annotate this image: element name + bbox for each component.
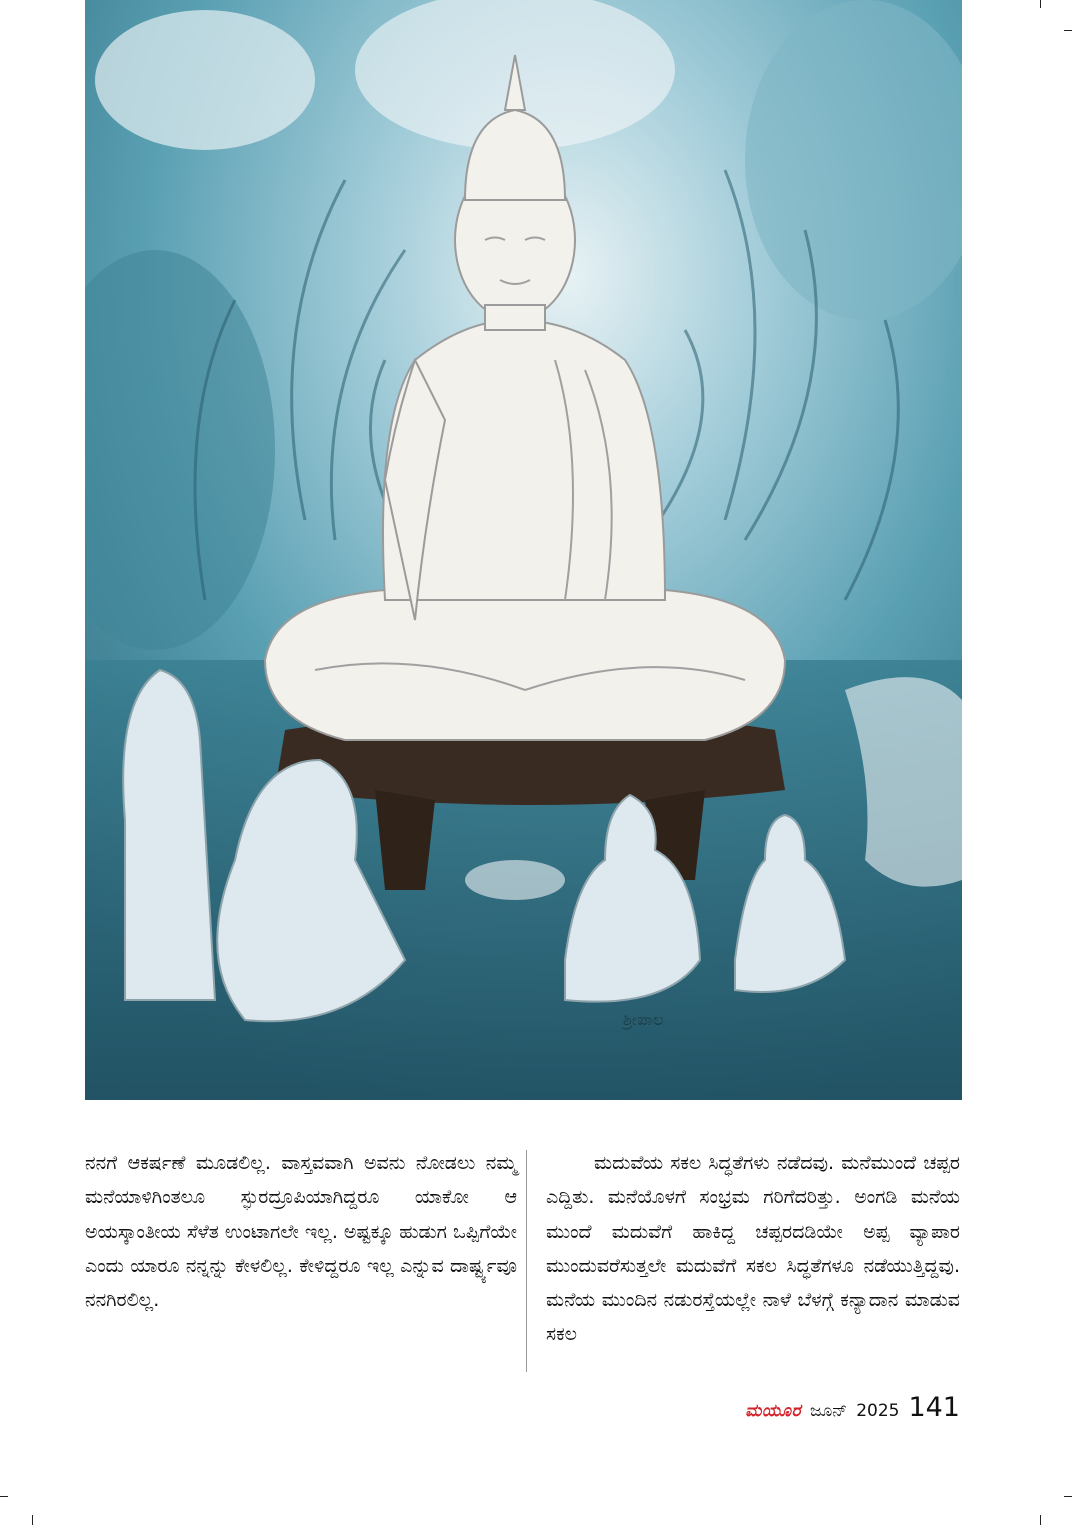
artist-signature: ಶ್ರೀಪಾಲ bbox=[623, 1010, 664, 1029]
article-paragraph: ನನಗೆ ಆಕರ್ಷಣೆ ಮೂಡಲಿಲ್ಲ. ವಾಸ್ತವವಾಗಿ ಅವನು ನೋಡಲು ನಮ್ಮ ಮನೆಯಾಳಿಗಿಂತಲೂ ಸ್ಫುರದ್ರೂಪಿಯಾಗಿದ್ದರೂ ಯಾಕೋ ಆ ಅಯಸ್ಕಾಂತೀಯ ಸೆಳೆತ ಉಂಟಾಗಲೇ ಇಲ್ಲ. ಅಷ್ಟಕ್ಕೂ ಹುಡುಗ ಒಪ್ಪಿಗೆಯೇ ಎಂದು ಯಾರೂ ನನ್ನನ್ನು ಕೇಳಲಿಲ್ಲ. ಕೇಳಿದ್ದರೂ ಇಲ್ಲ ಎನ್ನುವ ದಾರ್ಷ್ಟ್ಯವೂ ನನಗಿರಲಿಲ್ಲ. bbox=[85, 1152, 517, 1312]
crop-mark bbox=[0, 1496, 8, 1497]
article-paragraph: ಮದುವೆಯ ಸಕಲ ಸಿದ್ಧತೆಗಳು ನಡೆದವು. ಮನೆಮುಂದೆ ಚಪ್ಪರ ಎದ್ದಿತು. ಮನೆಯೊಳಗೆ ಸಂಭ್ರಮ ಗರಿಗೆದರಿತ್ತು. ಅಂಗಡಿ ಮನೆಯ ಮುಂದೆ ಮದುವೆಗೆ ಹಾಕಿದ್ದ ಚಪ್ಪರದಡಿಯೇ ಅಪ್ಪ ವ್ಯಾಪಾರ ಮುಂದುವರೆಸುತ್ತಲೇ ಮದುವೆಗೆ ಸಕಲ ಸಿದ್ಧತೆಗಳೂ ನಡೆಯುತ್ತಿದ್ದವು. ಮನೆಯ ಮುಂದಿನ ನಡುರಸ್ತೆಯಲ್ಲೇ ನಾಳೆ ಬೆಳಗ್ಗೆ ಕನ್ಯಾದಾನ ಮಾಡುವ ಸಕಲ bbox=[546, 1152, 960, 1346]
article-column-right bbox=[546, 1146, 960, 1352]
crop-mark bbox=[1064, 1496, 1072, 1497]
page-footer bbox=[745, 1392, 960, 1423]
buddha-painting bbox=[85, 0, 962, 1100]
article-column-left bbox=[85, 1146, 517, 1317]
crop-mark bbox=[1064, 30, 1072, 31]
magazine-logo: ಮಯೂರ bbox=[745, 1401, 801, 1421]
issue-year: 2025 bbox=[856, 1401, 900, 1421]
crop-mark bbox=[1040, 0, 1041, 8]
column-divider bbox=[526, 1150, 527, 1372]
crop-mark bbox=[32, 1515, 33, 1525]
issue-month: ಜೂನ್ bbox=[809, 1401, 848, 1421]
crop-mark bbox=[1040, 1515, 1041, 1525]
page-number: 141 bbox=[908, 1392, 960, 1423]
